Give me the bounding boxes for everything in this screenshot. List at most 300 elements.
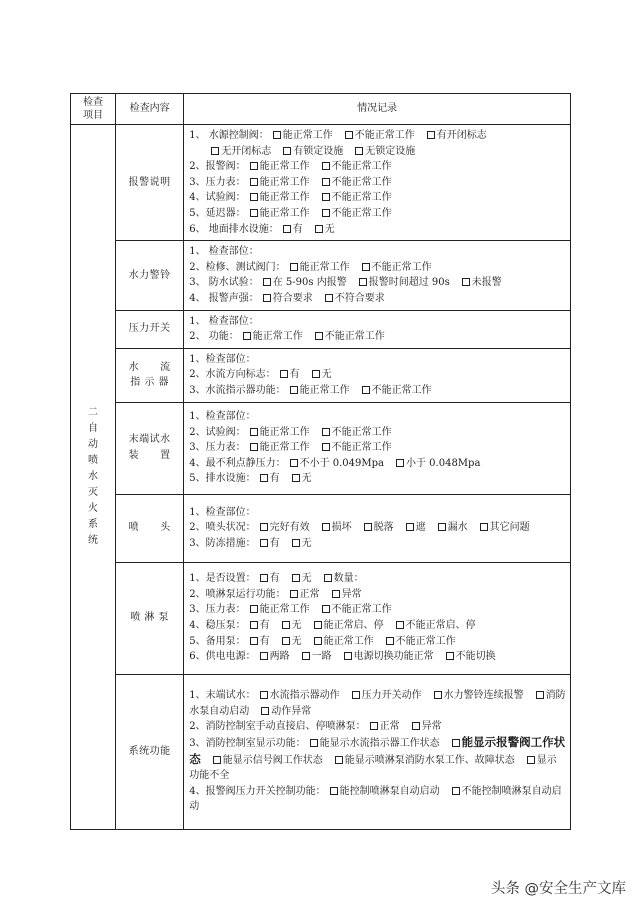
checkbox-square-icon[interactable] bbox=[322, 605, 330, 613]
checkbox-square-icon[interactable] bbox=[364, 523, 372, 531]
checkbox-label: 符合要求 bbox=[272, 292, 313, 304]
checkbox-option[interactable] bbox=[320, 573, 364, 584]
checkbox-label: 能正常工作 bbox=[299, 384, 350, 396]
checkbox-label: 能正常工作 bbox=[299, 261, 350, 273]
record-text: 1、 水源控制阀： bbox=[189, 130, 269, 141]
checkbox-option[interactable] bbox=[318, 208, 392, 219]
table-row bbox=[71, 674, 571, 829]
record-text: 5、备用泵： bbox=[189, 635, 246, 647]
checkbox-label: 能正常工作 bbox=[252, 331, 303, 343]
record-line bbox=[189, 520, 566, 536]
check-content-cell bbox=[116, 125, 184, 241]
record-line bbox=[189, 649, 566, 665]
record-text: 2、试验阀： bbox=[189, 426, 246, 438]
checkbox-square-icon[interactable] bbox=[250, 637, 258, 645]
checkbox-label: 电源切换功能正常 bbox=[353, 651, 434, 663]
checkbox-option[interactable] bbox=[286, 458, 384, 469]
checkbox-square-icon[interactable] bbox=[527, 756, 535, 764]
record-text: 3、 防水试验： bbox=[189, 277, 259, 289]
checkbox-square-icon[interactable] bbox=[260, 523, 268, 531]
checkbox-square-icon[interactable] bbox=[352, 691, 360, 699]
checkbox-square-icon[interactable] bbox=[261, 707, 269, 715]
checkbox-option[interactable] bbox=[423, 130, 487, 141]
checkbox-square-icon[interactable] bbox=[273, 131, 281, 139]
checkbox-square-icon[interactable] bbox=[362, 263, 370, 271]
checkbox-option[interactable] bbox=[246, 636, 270, 647]
checkbox-label: 损坏 bbox=[331, 522, 352, 534]
checkbox-option[interactable] bbox=[256, 473, 280, 484]
table-row bbox=[71, 125, 571, 241]
checkbox-square-icon[interactable] bbox=[362, 386, 370, 394]
record-text: 4、 报警声强： bbox=[189, 292, 259, 304]
checkbox-square-icon[interactable] bbox=[292, 539, 300, 547]
checkbox-option[interactable] bbox=[286, 262, 350, 273]
checkbox-option[interactable] bbox=[408, 721, 442, 732]
record-text: 4、最不利点静压力： bbox=[189, 457, 286, 469]
checkbox-option[interactable] bbox=[246, 192, 310, 203]
checkbox-label: 有 bbox=[259, 620, 270, 631]
record-text: 4、试验阀： bbox=[189, 192, 246, 204]
checkbox-square-icon[interactable] bbox=[335, 756, 343, 764]
checkbox-label: 遮 bbox=[415, 522, 426, 534]
checkbox-option[interactable] bbox=[278, 620, 302, 631]
checkbox-square-icon[interactable] bbox=[312, 370, 320, 378]
checkbox-square-icon[interactable] bbox=[324, 574, 332, 582]
checkbox-label: 无 bbox=[324, 223, 335, 235]
checkbox-label: 无开闭标志 bbox=[221, 145, 272, 157]
checkbox-option[interactable] bbox=[259, 277, 347, 288]
record-line bbox=[189, 688, 566, 719]
checkbox-label: 能正常工作 bbox=[323, 635, 374, 647]
checkbox-label: 小于 0.048Mpa bbox=[406, 457, 481, 469]
checkbox-square-icon[interactable] bbox=[290, 459, 298, 467]
checkbox-option[interactable] bbox=[392, 458, 480, 469]
record-text: 2、喷头状况： bbox=[189, 522, 256, 534]
checkbox-option[interactable] bbox=[430, 690, 524, 701]
checkbox-label: 不能正常工作 bbox=[371, 384, 432, 396]
checkbox-square-icon[interactable] bbox=[250, 162, 258, 170]
checkbox-square-icon[interactable] bbox=[325, 294, 333, 302]
checkbox-label: 报警时间超过 90s bbox=[368, 277, 450, 289]
checkbox-option[interactable] bbox=[434, 522, 468, 533]
checkbox-option[interactable] bbox=[318, 192, 392, 203]
checkbox-square-icon[interactable] bbox=[290, 590, 298, 598]
inspection-table bbox=[70, 93, 571, 830]
record-text: 3、压力表： bbox=[189, 604, 246, 616]
checkbox-option[interactable] bbox=[318, 177, 392, 188]
checkbox-option[interactable] bbox=[311, 331, 385, 342]
check-content-cell bbox=[116, 241, 184, 310]
checkbox-option[interactable] bbox=[246, 427, 310, 438]
record-text: 3、压力表： bbox=[189, 176, 246, 188]
checkbox-option[interactable] bbox=[286, 385, 350, 396]
checkbox-label: 无 bbox=[301, 537, 312, 549]
checkbox-square-icon[interactable] bbox=[250, 621, 258, 629]
record-text: 2、检修、测试阀门： bbox=[189, 261, 286, 273]
checkbox-option[interactable] bbox=[476, 522, 530, 533]
checkbox-option[interactable] bbox=[321, 293, 385, 304]
checkbox-option[interactable] bbox=[310, 620, 384, 631]
checkbox-square-icon[interactable] bbox=[260, 652, 268, 660]
checkbox-label: 完好有效 bbox=[269, 522, 310, 534]
checkbox-label: 脱落 bbox=[373, 522, 394, 534]
checkbox-option[interactable] bbox=[256, 651, 290, 662]
checkbox-square-icon[interactable] bbox=[406, 523, 414, 531]
checkbox-label: 数量： bbox=[333, 573, 364, 585]
checkbox-option[interactable] bbox=[246, 161, 310, 172]
checkbox-label: 无 bbox=[291, 635, 302, 647]
checkbox-option[interactable] bbox=[360, 522, 394, 533]
checkbox-option[interactable] bbox=[279, 146, 343, 157]
checkbox-label: 不能正常工作 bbox=[331, 426, 392, 438]
checkbox-label: 能正常工作 bbox=[282, 130, 333, 141]
checkbox-square-icon[interactable] bbox=[322, 523, 330, 531]
checkbox-square-icon[interactable] bbox=[330, 787, 338, 795]
header-check-content: 检查内容 bbox=[116, 94, 184, 125]
checkbox-option[interactable] bbox=[392, 620, 476, 631]
table-row bbox=[71, 241, 571, 310]
record-line bbox=[189, 471, 566, 487]
checkbox-square-icon[interactable] bbox=[345, 131, 353, 139]
record-text: 3、压力表： bbox=[189, 442, 246, 454]
checkbox-option[interactable] bbox=[318, 522, 352, 533]
checkbox-option[interactable] bbox=[382, 636, 456, 647]
checkbox-square-icon[interactable] bbox=[243, 332, 251, 340]
record-line bbox=[189, 275, 566, 291]
checkbox-square-icon[interactable] bbox=[290, 263, 298, 271]
check-content-label: 水 流 指 示 器 bbox=[128, 361, 171, 389]
record-text: 2、报警阀： bbox=[189, 161, 246, 173]
checkbox-option[interactable] bbox=[458, 277, 502, 288]
checkbox-option[interactable] bbox=[331, 755, 515, 766]
record-line bbox=[189, 314, 566, 330]
record-text: 1、是否设置： bbox=[189, 573, 256, 585]
check-content-cell bbox=[116, 562, 184, 674]
checkbox-square-icon[interactable] bbox=[315, 332, 323, 340]
record-text: 6、 地面排水设施： bbox=[189, 223, 279, 235]
checkbox-square-icon[interactable] bbox=[322, 443, 330, 451]
checkbox-label: 一路 bbox=[311, 651, 332, 663]
checkbox-label: 水流指示器动作 bbox=[269, 690, 340, 702]
checkbox-option[interactable] bbox=[256, 538, 280, 549]
checkbox-label: 异常 bbox=[421, 721, 442, 733]
checkbox-option[interactable] bbox=[326, 786, 440, 797]
checkbox-square-icon[interactable] bbox=[396, 621, 404, 629]
checkbox-square-icon[interactable] bbox=[263, 278, 271, 286]
checkbox-square-icon[interactable] bbox=[412, 722, 420, 730]
record-cell bbox=[184, 310, 571, 348]
checkbox-square-icon[interactable] bbox=[263, 294, 271, 302]
checkbox-label: 不能正常工作 bbox=[371, 261, 432, 273]
checkbox-label: 正常 bbox=[299, 588, 320, 600]
watermark: 头条 @安全生产文库 bbox=[490, 881, 626, 897]
checkbox-option[interactable] bbox=[340, 651, 434, 662]
checkbox-option[interactable] bbox=[288, 573, 312, 584]
checkbox-square-icon[interactable] bbox=[292, 574, 300, 582]
checkbox-option[interactable] bbox=[318, 604, 392, 615]
checkbox-square-icon[interactable] bbox=[250, 443, 258, 451]
check-content-cell bbox=[116, 402, 184, 494]
checkbox-option[interactable] bbox=[256, 522, 310, 533]
checkbox-square-icon[interactable] bbox=[344, 652, 352, 660]
checkbox-option[interactable] bbox=[239, 331, 303, 342]
check-content-label: 水力警铃 bbox=[128, 269, 171, 281]
checkbox-square-icon[interactable] bbox=[250, 428, 258, 436]
checkbox-option[interactable] bbox=[246, 177, 310, 188]
checkbox-option[interactable] bbox=[310, 636, 374, 647]
checkbox-option[interactable] bbox=[318, 427, 392, 438]
checkbox-label: 无锁定设施 bbox=[365, 145, 416, 157]
checkbox-square-icon[interactable] bbox=[211, 147, 219, 155]
checkbox-label: 有 bbox=[269, 473, 280, 485]
record-line bbox=[189, 128, 566, 144]
checkbox-label: 不小于 0.049Mpa bbox=[299, 457, 384, 469]
record-line bbox=[189, 634, 566, 650]
inspection-form bbox=[70, 93, 571, 830]
checkbox-label: 不能控制喷淋泵自动启动 bbox=[189, 785, 562, 813]
checkbox-label: 能正常工作 bbox=[259, 442, 310, 454]
checkbox-option[interactable] bbox=[246, 442, 310, 453]
check-content-label: 报警说明 bbox=[128, 176, 171, 188]
check-content-label: 喷 头 bbox=[128, 522, 171, 534]
checkbox-square-icon[interactable] bbox=[260, 539, 268, 547]
checkbox-square-icon[interactable] bbox=[370, 722, 378, 730]
checkbox-square-icon[interactable] bbox=[250, 605, 258, 613]
record-text: 1、检查部位： bbox=[189, 506, 256, 518]
checkbox-square-icon[interactable] bbox=[438, 523, 446, 531]
checkbox-square-icon[interactable] bbox=[359, 278, 367, 286]
checkbox-square-icon[interactable] bbox=[322, 209, 330, 217]
checkbox-square-icon[interactable] bbox=[302, 652, 310, 660]
checkbox-square-icon[interactable] bbox=[283, 225, 291, 233]
checkbox-label: 不能正常工作 bbox=[354, 130, 415, 141]
checkbox-label: 有 bbox=[259, 635, 270, 647]
checkbox-square-icon[interactable] bbox=[322, 178, 330, 186]
checkbox-label: 有 bbox=[269, 573, 280, 585]
checkbox-label: 显示功能不全 bbox=[189, 754, 557, 782]
checkbox-option[interactable] bbox=[246, 620, 270, 631]
record-cell bbox=[184, 348, 571, 402]
record-text: 2、消防控制室手动直接启、停喷淋泵： bbox=[189, 721, 366, 733]
checkbox-square-icon[interactable] bbox=[322, 193, 330, 201]
record-text: 3、水流指示器功能： bbox=[189, 384, 286, 396]
record-text: 1、检查部位： bbox=[189, 411, 256, 423]
record-line bbox=[189, 352, 566, 368]
checkbox-label: 未报警 bbox=[471, 277, 502, 289]
record-text: 1、末端试水： bbox=[189, 690, 256, 702]
record-text: 5、排水设施： bbox=[189, 473, 256, 485]
checkbox-square-icon[interactable] bbox=[283, 147, 291, 155]
record-line bbox=[189, 190, 566, 206]
record-text: 4、稳压泵： bbox=[189, 620, 246, 631]
table-body bbox=[71, 125, 571, 830]
checkbox-square-icon[interactable] bbox=[280, 370, 288, 378]
record-line bbox=[189, 587, 566, 603]
record-line bbox=[189, 175, 566, 191]
checkbox-square-icon[interactable] bbox=[386, 637, 394, 645]
checkbox-label: 在 5-90s 内报警 bbox=[272, 277, 347, 289]
checkbox-square-icon[interactable] bbox=[446, 652, 454, 660]
record-line bbox=[189, 329, 566, 345]
checkbox-option[interactable] bbox=[286, 589, 320, 600]
checkbox-square-icon[interactable] bbox=[452, 787, 460, 795]
checkbox-label: 能显示报警阀工作状态 bbox=[189, 734, 566, 766]
checkbox-square-icon[interactable] bbox=[282, 637, 290, 645]
checkbox-label: 消防水泵自动启动 bbox=[189, 690, 566, 717]
checkbox-label: 不能正常工作 bbox=[331, 604, 392, 616]
checkbox-square-icon[interactable] bbox=[332, 590, 340, 598]
checkbox-option[interactable] bbox=[246, 208, 310, 219]
section-label: 二 自 动 喷 水 灭 火 系 统 bbox=[88, 406, 99, 546]
checkbox-option[interactable] bbox=[366, 721, 400, 732]
checkbox-square-icon[interactable] bbox=[250, 178, 258, 186]
checkbox-label: 两路 bbox=[269, 651, 290, 663]
record-text: 4、报警阀压力开关控制功能： bbox=[189, 785, 326, 797]
checkbox-square-icon[interactable] bbox=[314, 621, 322, 629]
checkbox-label: 无 bbox=[301, 473, 312, 485]
checkbox-option[interactable] bbox=[256, 690, 340, 701]
checkbox-label: 有开闭标志 bbox=[436, 130, 487, 141]
checkbox-option[interactable] bbox=[207, 146, 271, 157]
check-content-label: 喷 淋 泵 bbox=[130, 612, 170, 624]
checkbox-label: 不能正常工作 bbox=[395, 635, 456, 647]
checkbox-square-icon[interactable] bbox=[427, 131, 435, 139]
checkbox-label: 能正常工作 bbox=[259, 426, 310, 438]
checkbox-option[interactable] bbox=[306, 738, 440, 749]
table-row bbox=[71, 310, 571, 348]
checkbox-option[interactable] bbox=[298, 651, 332, 662]
record-line bbox=[189, 784, 566, 815]
record-cell bbox=[184, 402, 571, 494]
checkbox-option[interactable] bbox=[276, 369, 300, 380]
record-line bbox=[189, 536, 566, 552]
checkbox-square-icon[interactable] bbox=[322, 428, 330, 436]
record-line bbox=[189, 367, 566, 383]
checkbox-label: 无 bbox=[291, 620, 302, 631]
record-text: 5、延迟器： bbox=[189, 207, 246, 219]
header-record: 情况记录 bbox=[184, 94, 571, 125]
checkbox-label: 不能正常工作 bbox=[331, 192, 392, 204]
checkbox-label: 无 bbox=[301, 573, 312, 585]
checkbox-square-icon[interactable] bbox=[260, 574, 268, 582]
checkbox-square-icon[interactable] bbox=[322, 162, 330, 170]
checkbox-square-icon[interactable] bbox=[260, 474, 268, 482]
checkbox-square-icon[interactable] bbox=[310, 739, 318, 747]
checkbox-option[interactable] bbox=[269, 130, 333, 141]
checkbox-square-icon[interactable] bbox=[260, 691, 268, 699]
checkbox-option[interactable] bbox=[402, 522, 426, 533]
record-line bbox=[189, 440, 566, 456]
checkbox-option[interactable] bbox=[348, 690, 422, 701]
record-text: 2、 功能： bbox=[189, 331, 239, 343]
checkbox-option[interactable] bbox=[328, 589, 362, 600]
record-cell bbox=[184, 494, 571, 562]
header-check-item: 检查 项目 bbox=[71, 94, 116, 125]
checkbox-option[interactable] bbox=[256, 573, 280, 584]
record-line bbox=[189, 383, 566, 399]
checkbox-label: 异常 bbox=[341, 588, 362, 600]
checkbox-option[interactable] bbox=[351, 146, 415, 157]
checkbox-option[interactable] bbox=[318, 161, 392, 172]
table-row bbox=[71, 494, 571, 562]
checkbox-option[interactable] bbox=[358, 262, 432, 273]
checkbox-square-icon[interactable] bbox=[290, 386, 298, 394]
checkbox-square-icon[interactable] bbox=[315, 225, 323, 233]
checkbox-square-icon[interactable] bbox=[452, 739, 460, 747]
checkbox-option[interactable] bbox=[257, 706, 311, 717]
checkbox-option[interactable] bbox=[341, 130, 415, 141]
record-text: 3、防冻措施： bbox=[189, 537, 256, 549]
checkbox-option[interactable] bbox=[288, 538, 312, 549]
checkbox-label: 有锁定设施 bbox=[293, 145, 344, 157]
checkbox-square-icon[interactable] bbox=[355, 147, 363, 155]
checkbox-label: 其它问题 bbox=[489, 522, 530, 534]
checkbox-label: 不能正常工作 bbox=[331, 207, 392, 219]
record-text: 1、 检查部位： bbox=[189, 315, 259, 327]
checkbox-option[interactable] bbox=[288, 473, 312, 484]
checkbox-square-icon[interactable] bbox=[434, 691, 442, 699]
checkbox-option[interactable] bbox=[311, 224, 335, 235]
checkbox-square-icon[interactable] bbox=[480, 523, 488, 531]
record-line bbox=[189, 571, 566, 587]
checkbox-option[interactable] bbox=[308, 369, 332, 380]
checkbox-square-icon[interactable] bbox=[396, 459, 404, 467]
checkbox-option[interactable] bbox=[358, 385, 432, 396]
section-label-cell bbox=[71, 125, 116, 830]
record-line bbox=[189, 409, 566, 425]
checkbox-square-icon[interactable] bbox=[536, 691, 544, 699]
checkbox-square-icon[interactable] bbox=[282, 621, 290, 629]
checkbox-label: 压力开关动作 bbox=[361, 690, 422, 702]
checkbox-label: 无 bbox=[321, 369, 332, 381]
checkbox-square-icon[interactable] bbox=[292, 474, 300, 482]
checkbox-label: 漏水 bbox=[447, 522, 468, 534]
table-row bbox=[71, 348, 571, 402]
checkbox-option[interactable] bbox=[279, 224, 303, 235]
checkbox-label: 不能正常工作 bbox=[331, 176, 392, 188]
record-text: 2、水流方向标志： bbox=[189, 369, 276, 381]
checkbox-option[interactable] bbox=[246, 604, 310, 615]
checkbox-square-icon[interactable] bbox=[314, 637, 322, 645]
checkbox-square-icon[interactable] bbox=[462, 278, 470, 286]
checkbox-option[interactable] bbox=[318, 442, 392, 453]
check-content-label: 压力开关 bbox=[128, 323, 171, 335]
checkbox-square-icon[interactable] bbox=[213, 756, 221, 764]
checkbox-square-icon[interactable] bbox=[250, 209, 258, 217]
checkbox-label: 不能切换 bbox=[455, 651, 496, 663]
record-text: 3、消防控制室显示功能： bbox=[189, 737, 306, 749]
record-line bbox=[189, 291, 566, 307]
checkbox-label: 不能正常工作 bbox=[331, 442, 392, 454]
checkbox-option[interactable] bbox=[355, 277, 450, 288]
record-line bbox=[189, 719, 566, 735]
record-text: 6、供电电源： bbox=[189, 651, 256, 663]
checkbox-label: 不能正常工作 bbox=[331, 161, 392, 173]
checkbox-option[interactable] bbox=[278, 636, 302, 647]
table-header-row bbox=[71, 94, 571, 125]
record-text: 1、检查部位： bbox=[189, 353, 256, 365]
record-line bbox=[189, 244, 566, 260]
checkbox-option[interactable] bbox=[259, 293, 313, 304]
checkbox-option[interactable] bbox=[442, 651, 496, 662]
checkbox-square-icon[interactable] bbox=[250, 193, 258, 201]
check-content-label: 末端试水 装 置 bbox=[128, 434, 171, 461]
record-line bbox=[189, 425, 566, 441]
checkbox-label: 动作异常 bbox=[271, 705, 312, 717]
record-line bbox=[189, 602, 566, 618]
checkbox-option[interactable] bbox=[209, 755, 323, 766]
record-cell bbox=[184, 241, 571, 310]
